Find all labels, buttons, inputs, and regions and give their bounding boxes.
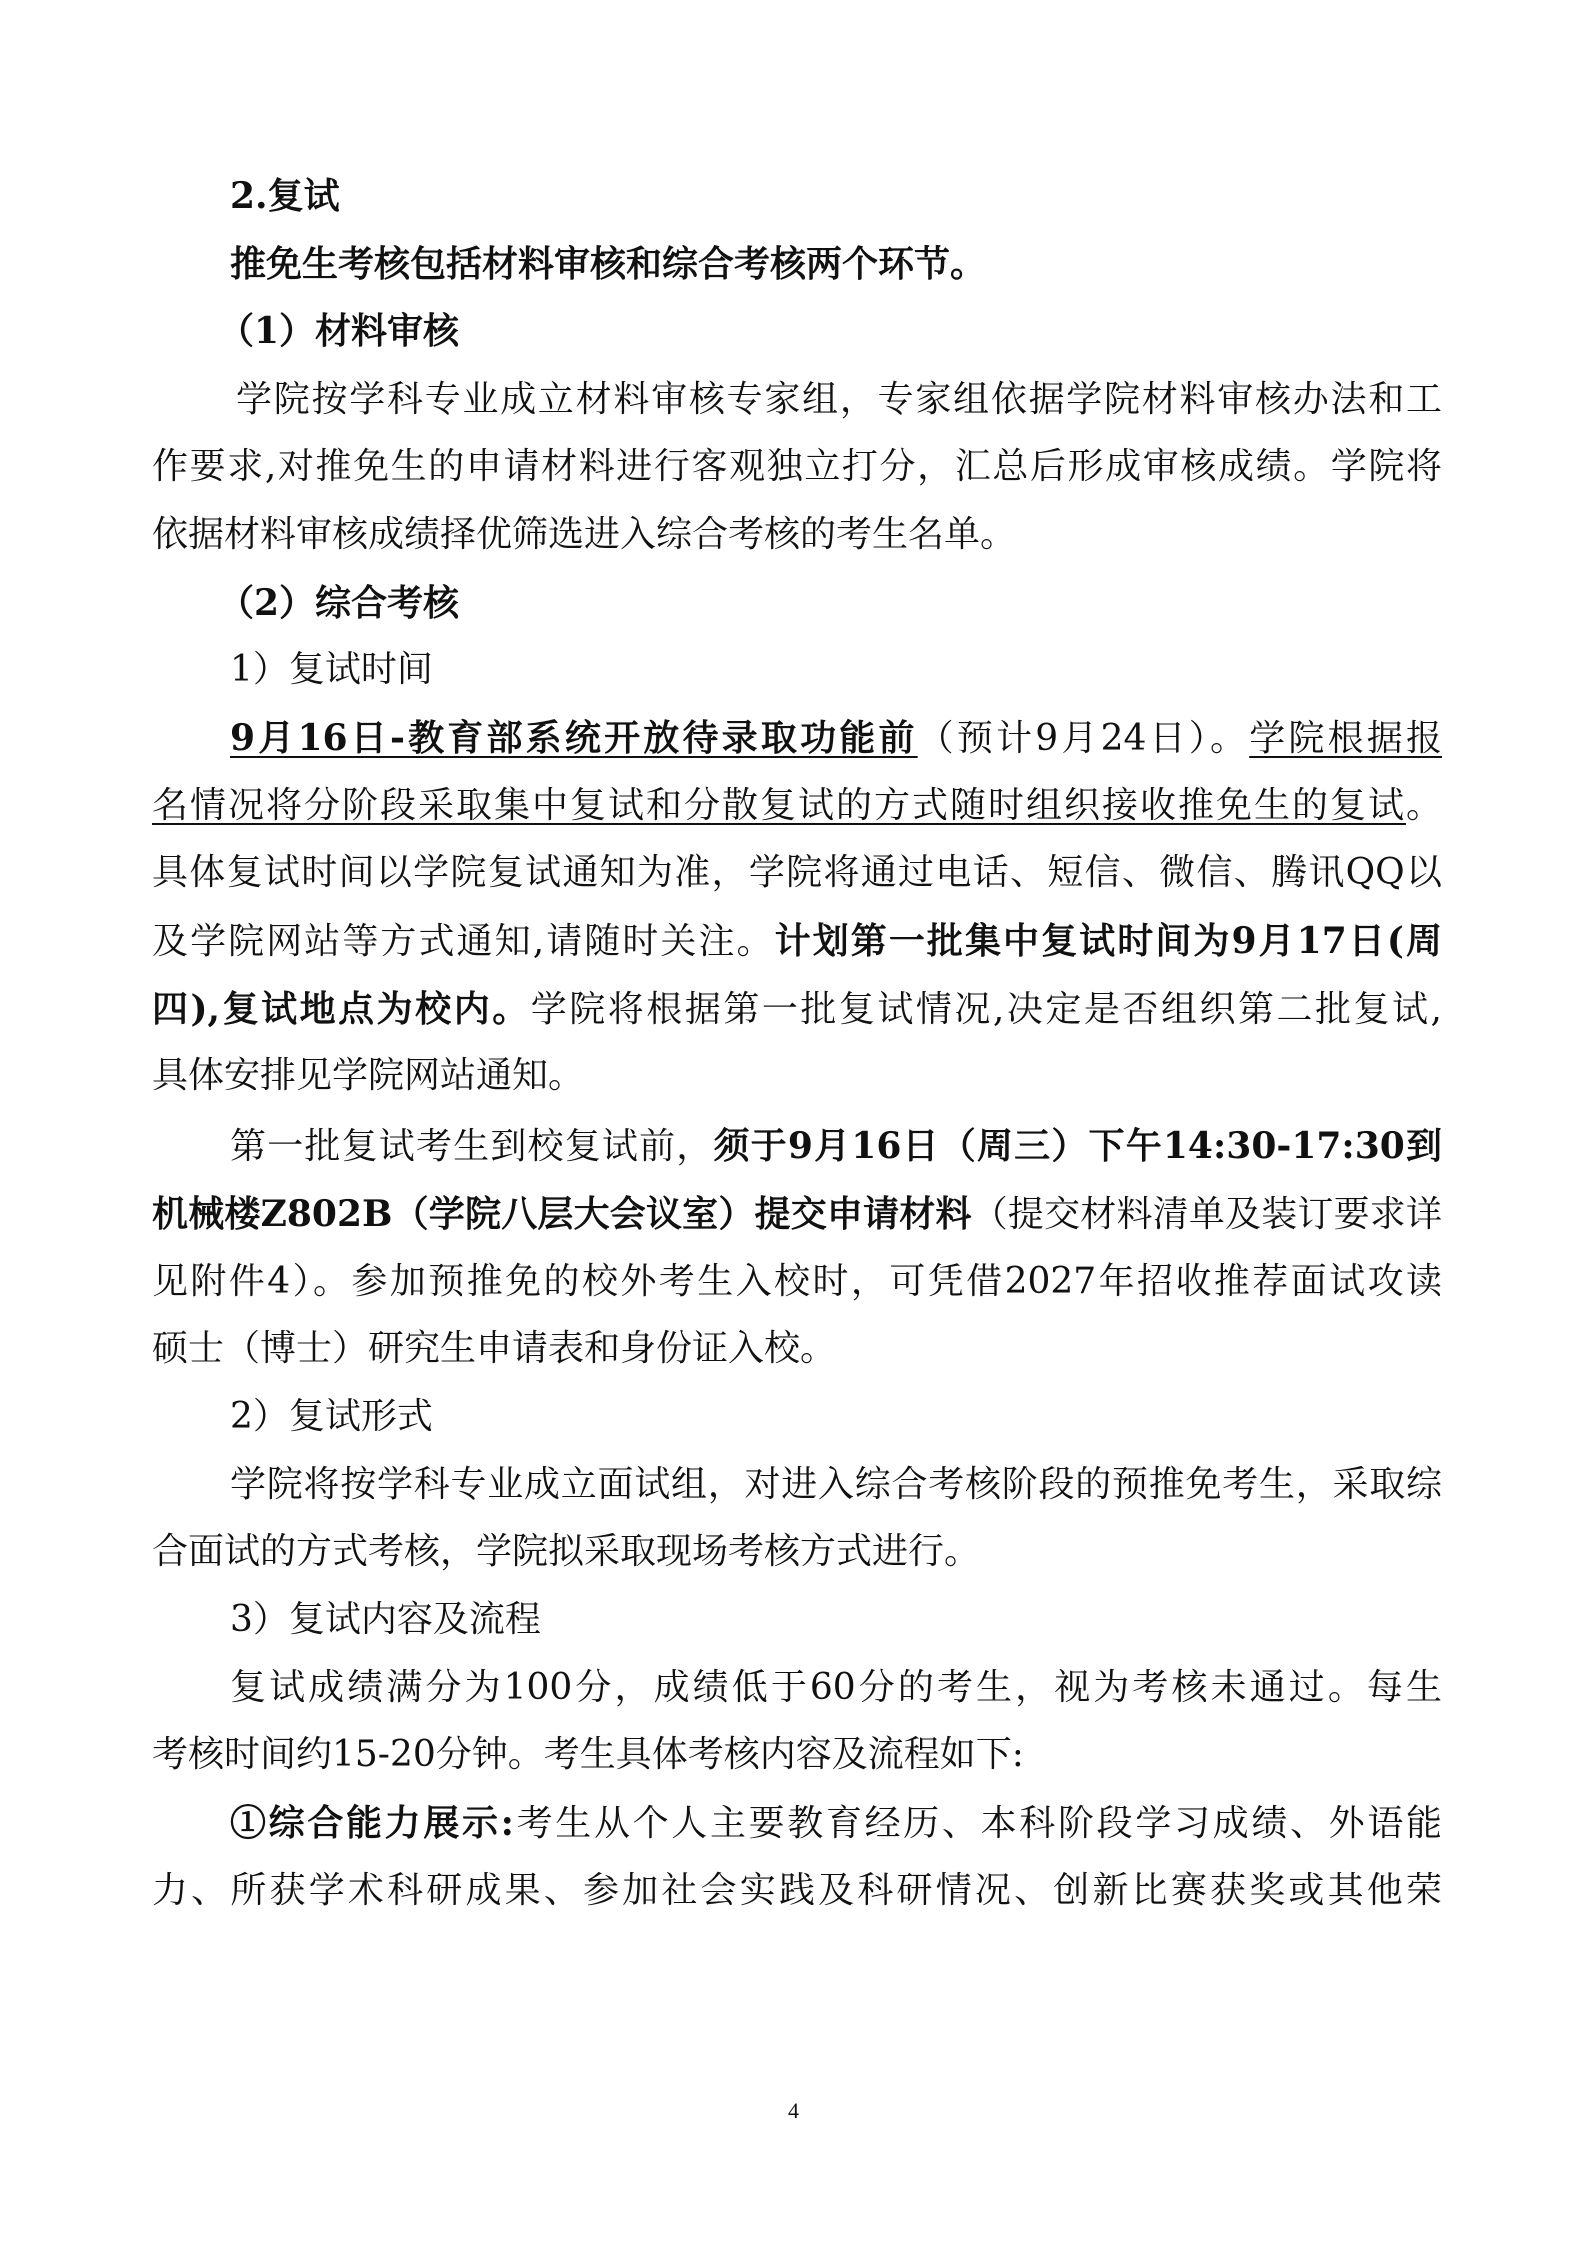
time-line-5: 四),复试地点为校内。学院将根据第一批复试情况,决定是否组织第二批复试, [152, 988, 1442, 1030]
submission-line-2: 机械楼Z802B（学院八层大会议室）提交申请材料（提交材料清单及装订要求详 [152, 1193, 1442, 1235]
material-review-line-1: 学院按学科专业成立材料审核专家组，专家组依据学院材料审核办法和工 [236, 379, 1442, 420]
date-estimate: （预计9月24日）。 [917, 718, 1250, 759]
material-review-line-2: 作要求,对推免生的申请材料进行客观独立打分，汇总后形成审核成绩。学院将 [152, 446, 1442, 487]
item-title-content: 3）复试内容及流程 [230, 1599, 541, 1640]
material-review-line-3: 依据材料审核成绩择优筛选进入综合考核的考生名单。 [152, 514, 1017, 555]
form-line-1: 学院将按学科专业成立面试组，对进入综合考核阶段的预推免考生，采取综 [230, 1464, 1442, 1505]
time-line-4: 及学院网站等方式通知,请随时关注。计划第一批集中复试时间为9月17日(周 [152, 920, 1442, 962]
subsection-title-comprehensive: （2）综合考核 [218, 582, 460, 624]
time-line-1 [230, 714, 1442, 763]
content-line-2: 考核时间约15-20分钟。考生具体考核内容及流程如下: [152, 1734, 1024, 1775]
underlined-text-start: 学院根据报 [1249, 718, 1442, 759]
section-heading: 2.复试 [230, 175, 340, 217]
time-line-2: 名情况将分阶段采取集中复试和分散复试的方式随时组织接收推免生的复试。 [152, 785, 1442, 826]
submission-location-emphasis: 机械楼Z802B（学院八层大会议室）提交申请材料 [152, 1193, 972, 1235]
time-line-6: 具体安排见学院网站通知。 [152, 1055, 585, 1096]
location-emphasis: 四),复试地点为校内。 [152, 988, 531, 1030]
subsection-title-material-review: （1）材料审核 [218, 310, 460, 352]
submission-line-1: 第一批复试考生到校复试前，须于9月16日（周三）下午14:30-17:30到 [230, 1125, 1442, 1167]
item-title-form: 2）复试形式 [230, 1396, 433, 1437]
underlined-text: 名情况将分阶段采取集中复试和分散复试的方式随时组织接收推免生的复试 [152, 785, 1406, 826]
content-item-1-line-1: ①综合能力展示:考生从个人主要教育经历、本科阶段学习成绩、外语能 [230, 1802, 1442, 1844]
comprehensive-ability-label: ①综合能力展示: [230, 1802, 514, 1844]
intro-paragraph: 推免生考核包括材料审核和综合考核两个环节。 [230, 243, 987, 285]
content-item-1-line-2: 力、所获学术科研成果、参加社会实践及科研情况、创新比赛获奖或其他荣 [152, 1870, 1442, 1911]
content-line-1: 复试成绩满分为100分，成绩低于60分的考生，视为考核未通过。每生 [230, 1667, 1442, 1708]
form-line-2: 合面试的方式考核，学院拟采取现场考核方式进行。 [152, 1531, 981, 1572]
submission-time-emphasis: 须于9月16日（周三）下午14:30-17:30到 [713, 1125, 1442, 1167]
item-title-time: 1）复试时间 [230, 649, 433, 690]
time-line-3: 具体复试时间以学院复试通知为准，学院将通过电话、短信、微信、腾讯QQ以 [152, 852, 1442, 893]
submission-line-4: 硕士（博士）研究生申请表和身份证入校。 [152, 1328, 837, 1369]
date-range-emphasis: 9月16日-教育部系统开放待录取功能前 [230, 717, 918, 759]
page-number: 4 [788, 2098, 799, 2123]
submission-line-3: 见附件4）。参加预推免的校外考生入校时，可凭借2027年招收推荐面试攻读 [152, 1261, 1442, 1302]
first-batch-emphasis: 计划第一批集中复试时间为9月17日(周 [774, 920, 1442, 962]
